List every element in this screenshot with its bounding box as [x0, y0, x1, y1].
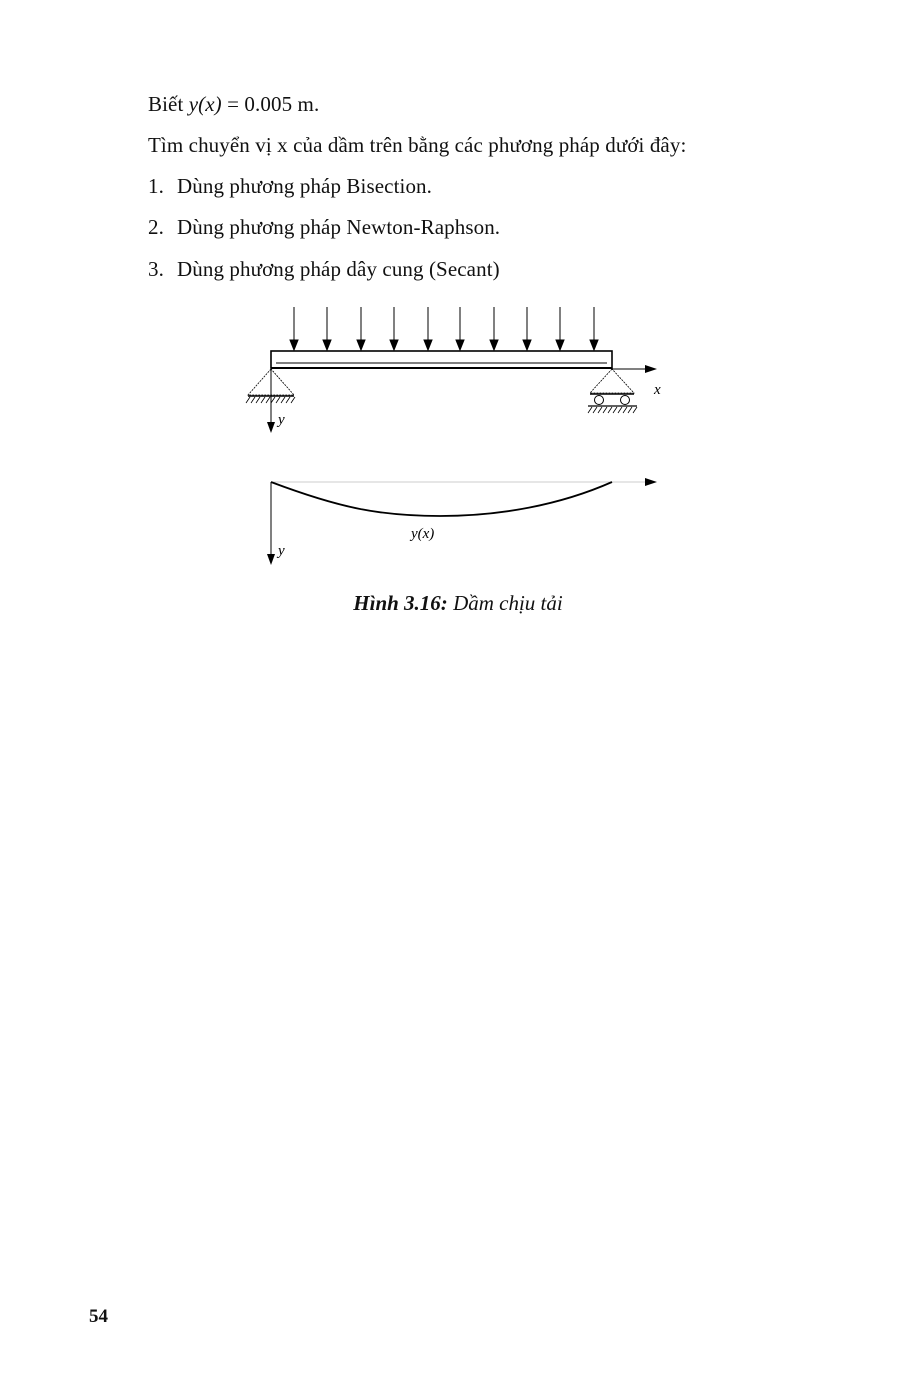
x-axis-arrow-icon [645, 478, 657, 486]
method-number: 2. [148, 215, 164, 239]
method-item [148, 214, 500, 240]
deflection-curve [271, 482, 612, 516]
given-expression: y(x) [188, 92, 222, 116]
loaded-beam-diagram [246, 307, 661, 433]
method-text: Dùng phương pháp Newton-Raphson. [177, 215, 501, 239]
given-prefix: Biết [148, 92, 189, 116]
x-axis-arrow-icon [645, 365, 657, 373]
method-item [148, 256, 500, 282]
deflection-diagram [267, 478, 657, 565]
deflection-curve-label: y(x) [411, 526, 435, 542]
task-statement: Tìm chuyển vị x của dầm trên bằng các phương pháp dưới đây: [148, 133, 687, 157]
method-number: 3. [148, 257, 164, 281]
method-text: Dùng phương pháp Bisection. [177, 174, 432, 198]
x-axis-label: x [654, 382, 661, 398]
method-item [148, 173, 432, 199]
caption-text: Dầm chịu tải [447, 591, 563, 615]
y-axis-label: y [278, 543, 285, 559]
y-axis-arrow-icon [267, 422, 275, 433]
caption-label: Hình 3.16: [353, 591, 448, 615]
method-text: Dùng phương pháp dây cung (Secant) [177, 257, 500, 281]
given-suffix: = 0.005 m. [221, 92, 320, 116]
beam [271, 351, 612, 368]
y-axis-arrow-icon [267, 554, 275, 565]
figure-caption [0, 590, 916, 616]
y-axis-label: y [278, 412, 285, 428]
beam-figure [240, 300, 680, 580]
distributed-load-arrows [290, 307, 598, 350]
method-number: 1. [148, 174, 164, 198]
roller-support [588, 369, 637, 413]
given-statement [148, 91, 319, 117]
page-number: 54 [89, 1306, 108, 1327]
